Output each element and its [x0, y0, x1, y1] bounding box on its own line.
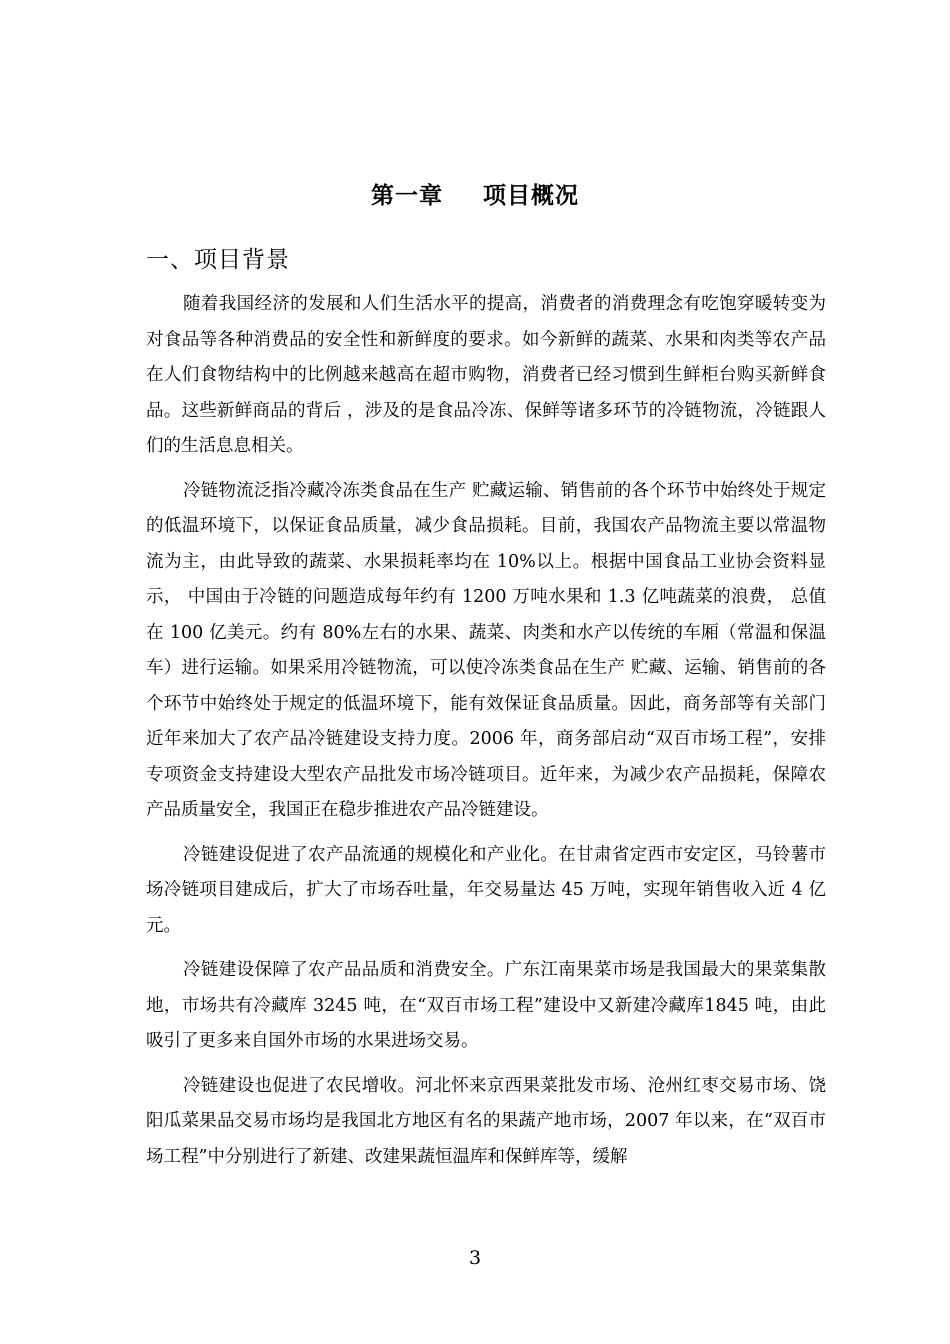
chapter-label: 第一章 [371, 183, 443, 209]
paragraph: 冷链物流泛指冷藏冷冻类食品在生产 贮藏运输、销售前的各个环节中始终处于规定的低温环境下，以保证食品质量，减少食品损耗。目前，我国农产品物流主要以常温物流为主，由此导致的蔬菜、水果损耗率均在 10%以上。根据中国食品工业协会资料显示， 中国由于冷链的问题造成每年约有 1200 万吨水果和 1.3 亿吨蔬菜的浪费， 总值在 100 亿美元。约有 80%左右的水果、蔬菜、肉类和水产以传统的车厢（常温和保温车）进行运输。如果采用冷链物流，可以使冷冻类食品在生产 贮藏、运输、销售前的各个环节中始终处于规定的低温环境下，能有效保证食品质量。因此，商务部等有关部门近年来加大了农产品冷链建设支持力度。2006 年，商务部启动“双百市场工程”，安排专项资金支持建设大型农产品批发市场冷链项目。近年来，为减少农产品损耗，保障农产品质量安全，我国正在稳步推进农产品冷链建设。 [146, 480, 826, 820]
chapter-name: 项目概况 [483, 183, 579, 209]
section-heading: 一、项目背景 [146, 247, 290, 273]
paragraph: 冷链建设也促进了农民增收。河北怀来京西果菜批发市场、沧州红枣交易市场、饶阳瓜菜果品交易市场均是我国北方地区有名的果蔬产地市场，2007 年以来，在“双百市场工程”中分别进行了新建、改建果蔬恒温库和保鲜库等，缓解 [146, 1075, 826, 1167]
page-number: 3 [468, 1247, 482, 1269]
body-text [146, 287, 826, 1184]
chapter-title [0, 176, 950, 216]
paragraph: 随着我国经济的发展和人们生活水平的提高，消费者的消费理念有吃饱穿暖转变为对食品等各种消费品的安全性和新鲜度的要求。如今新鲜的蔬菜、水果和肉类等农产品在人们食物结构中的比例越来越高在超市购物，消费者已经习惯到生鲜柜台购买新鲜食品。这些新鲜商品的背后 ，涉及的是食品冷冻、保鲜等诸多环节的冷链物流，冷链跟人们的生活息息相关。 [146, 294, 826, 456]
paragraph: 冷链建设保障了农产品品质和消费安全。广东江南果菜市场是我国最大的果菜集散地，市场共有冷藏库 3245 吨，在“双百市场工程”建设中又新建冷藏库1845 吨，由此吸引了更多来自国外市场的水果进场交易。 [146, 960, 826, 1051]
paragraph: 冷链建设促进了农产品流通的规模化和产业化。在甘肃省定西市安定区，马铃薯市场冷链项目建成后，扩大了市场吞吐量，年交易量达 45 万吨，实现年销售收入近 4 亿元。 [146, 844, 826, 936]
